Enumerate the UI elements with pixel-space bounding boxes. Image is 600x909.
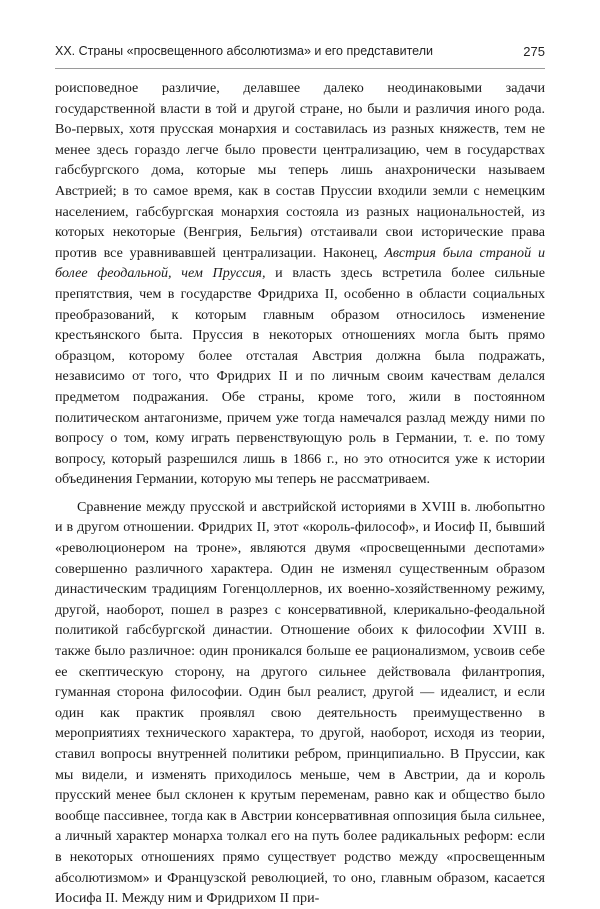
running-header <box>55 44 545 64</box>
paragraph-1 <box>55 78 545 490</box>
header-divider <box>55 68 545 69</box>
page-number: 275 <box>523 44 545 59</box>
paragraph-1-text-b: и власть здесь встретила более сильные препятствия, чем в государстве Фридриха II, особенно в области социальных преобразований, к которым главным образом относилось изменение крестьянского быта. Пруссия в некоторых отношениях могла быть прямо образцом, которому более отсталая Австрия должна была подражать, независимо от того, что Фридрих II и по личным своим качествам делался предметом подражания. Обе страны, кроме того, жили в постоянном политическом антагонизме, причем уже тогда намечался разлад между ними по вопросу о том, кому играть первенствующую роль в Германии, т. е. по тому вопросу, который разрешился лишь в 1866 г., но это относится уже к истории объединения Германии, которую мы теперь не рассматриваем. <box>55 265 545 488</box>
paragraph-1-emphasis: Австрия была страной и более феодальной, чем Пруссия, <box>55 244 545 282</box>
paragraph-2: Сравнение между прусской и австрийской историями в XVIII в. любопытно и в другом отношении. Фридрих II, этот «король-философ», и Иосиф II, бывший «революционером на троне», являются двумя «просвещенными деспотами» совершенно различного характера. Один не изменял существенным образом династическим традициям Гогенцоллернов, их военно-хозяйственному режиму, другой, наоборот, пошел в разрез с консервативной, клерикально-феодальной политикой габсбургской династии. Отношение обоих к философии XVIII в. также было различное: один проникался больше ее рационализмом, усвоив себе ее скептическую сторону, на другого сильнее действовала филантропия, гуманная сторона философии. Один был реалист, другой — идеалист, и если один как практик проявлял свою деятельность преимущественно в мероприятиях технического характера, то другой, наоборот, исходя из теории, ставил вопросы внутренней политики ребром, принципиально. В Пруссии, как мы видели, и изменять приходилось меньше, чем в Австрии, да и король прусский менее был склонен к крутым переменам, равно как и общество было вообще пассивнее, тогда как в Австрии консервативная оппозиция была сильнее, а личный характер монарха толкал его на путь более радикальных реформ: если в некоторых отношениях прямо существует родство между «просвещенным абсолютизмом» и Французской революцией, то оно, главным образом, касается Иосифа II. Между ним и Фридрихом II при- <box>55 498 545 907</box>
paragraph-1-text-a: роисповедное различие, делавшее далеко неодинаковыми задачи государственной власти в той и другой стране, но были и различия иного рода. Во-первых, хотя прусская монархия и составилась из разных княжеств, тем не менее здесь гораздо легче было провести централизацию, чем в государствах габсбургского дома, которые мы теперь лишь анахронически называем Австрией; в то самое время, как в состав Пруссии входили земли с немецким населением, габсбургская монархия состояла из разных национальностей, из которых некоторые (Венгрия, Бельгия) отстаивали свои исторические права против все уравнивавшей централизации. Наконец, <box>55 80 545 261</box>
body-text <box>55 78 545 909</box>
chapter-title: XX. Страны «просвещенного абсолютизма» и его представители <box>55 44 433 58</box>
